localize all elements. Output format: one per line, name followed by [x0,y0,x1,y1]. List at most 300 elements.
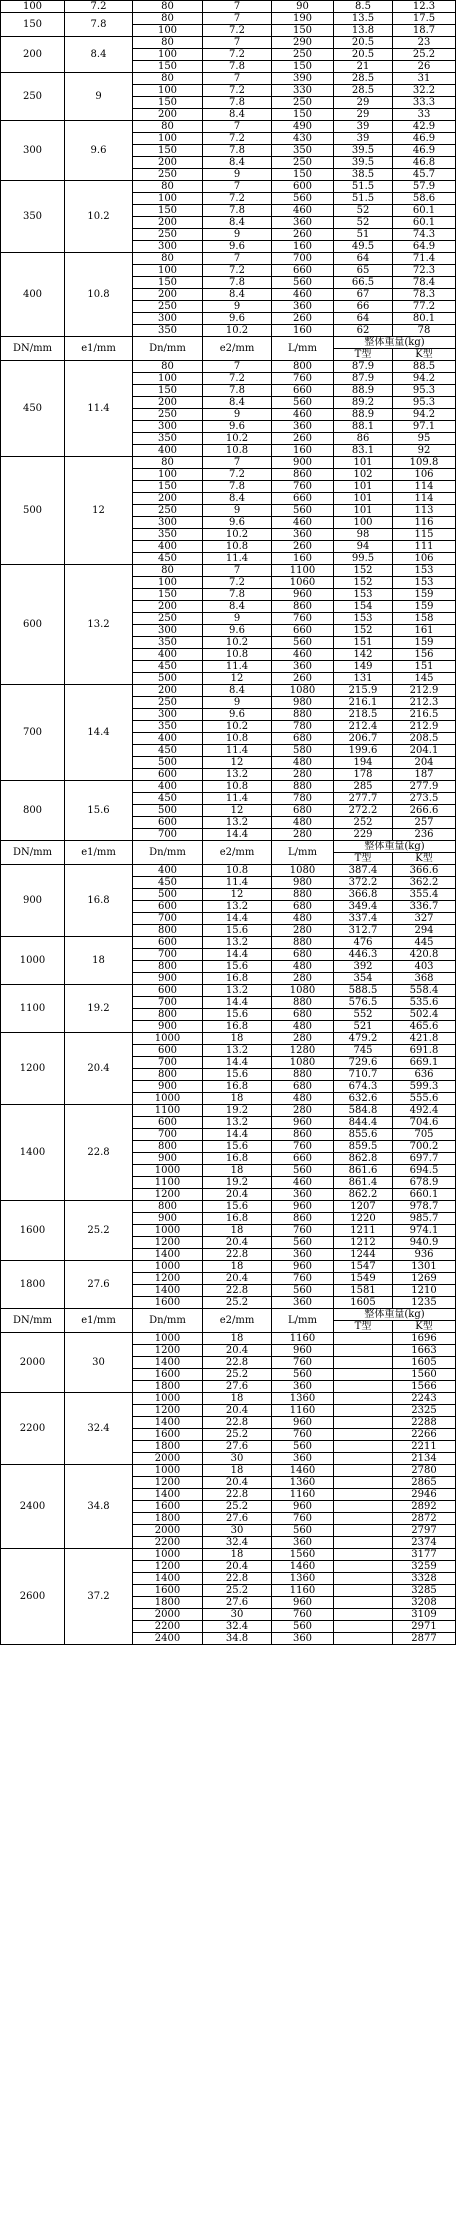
e2-cell: 9.6 [203,421,272,433]
e2-cell: 20.4 [203,1345,272,1357]
table-row [1,865,456,877]
branch-dn-cell: 80 [133,1,203,13]
branch-dn-cell: 600 [133,937,203,949]
length-cell: 880 [272,997,334,1009]
t-weight-cell: 272.2 [334,805,393,817]
k-weight-cell: 95.3 [393,397,456,409]
t-weight-cell: 729.6 [334,1057,393,1069]
e2-cell: 15.6 [203,1069,272,1081]
e2-cell: 7.8 [203,385,272,397]
t-weight-cell [334,1501,393,1513]
length-cell: 880 [272,937,334,949]
branch-dn-cell: 1800 [133,1513,203,1525]
t-weight-cell: 576.5 [334,997,393,1009]
table-row [1,73,456,85]
branch-dn-cell: 500 [133,757,203,769]
e2-cell: 22.8 [203,1249,272,1261]
k-weight-cell: 978.7 [393,1201,456,1213]
k-weight-cell: 33.3 [393,97,456,109]
branch-dn-cell: 100 [133,85,203,97]
k-weight-cell: 368 [393,973,456,985]
e2-cell: 16.8 [203,1153,272,1165]
k-weight-cell: 159 [393,601,456,613]
main-e1-cell: 30 [65,1333,133,1393]
branch-dn-cell: 350 [133,721,203,733]
e2-cell: 32.4 [203,1621,272,1633]
e2-cell: 7.2 [203,469,272,481]
k-weight-cell: 1301 [393,1261,456,1273]
k-weight-cell: 115 [393,529,456,541]
header-k-type: K型 [393,349,456,361]
t-weight-cell: 28.5 [334,85,393,97]
k-weight-cell: 32.2 [393,85,456,97]
branch-dn-cell: 100 [133,577,203,589]
branch-dn-cell: 2000 [133,1453,203,1465]
k-weight-cell: 60.1 [393,217,456,229]
branch-dn-cell: 80 [133,457,203,469]
t-weight-cell: 392 [334,961,393,973]
k-weight-cell: 558.4 [393,985,456,997]
branch-dn-cell: 250 [133,505,203,517]
table-row [1,121,456,133]
branch-dn-cell: 400 [133,865,203,877]
main-dn-cell: 1100 [1,985,65,1033]
k-weight-cell: 95 [393,433,456,445]
branch-dn-cell: 150 [133,97,203,109]
branch-dn-cell: 900 [133,1081,203,1093]
length-cell: 480 [272,913,334,925]
k-weight-cell: 1269 [393,1273,456,1285]
branch-dn-cell: 400 [133,733,203,745]
e2-cell: 20.4 [203,1405,272,1417]
k-weight-cell: 64.9 [393,241,456,253]
branch-dn-cell: 1000 [133,1549,203,1561]
table-row [1,1,456,13]
main-e1-cell: 9.6 [65,121,133,181]
e2-cell: 10.2 [203,721,272,733]
k-weight-cell: 78.3 [393,289,456,301]
branch-dn-cell: 300 [133,241,203,253]
e2-cell: 7 [203,457,272,469]
t-weight-cell: 29 [334,97,393,109]
length-cell: 1060 [272,577,334,589]
k-weight-cell: 636 [393,1069,456,1081]
e2-cell: 13.2 [203,817,272,829]
branch-dn-cell: 350 [133,637,203,649]
k-weight-cell: 3328 [393,1573,456,1585]
branch-dn-cell: 80 [133,361,203,373]
t-weight-cell: 1211 [334,1225,393,1237]
branch-dn-cell: 700 [133,949,203,961]
main-e1-cell: 13.2 [65,565,133,685]
t-weight-cell: 51.5 [334,193,393,205]
branch-dn-cell: 150 [133,277,203,289]
e2-cell: 27.6 [203,1381,272,1393]
t-weight-cell: 20.5 [334,37,393,49]
main-dn-cell: 2200 [1,1393,65,1465]
main-dn-cell: 2400 [1,1465,65,1549]
e2-cell: 8.4 [203,217,272,229]
branch-dn-cell: 600 [133,985,203,997]
k-weight-cell: 3208 [393,1597,456,1609]
e2-cell: 14.4 [203,1057,272,1069]
k-weight-cell: 2266 [393,1429,456,1441]
branch-dn-cell: 600 [133,1045,203,1057]
k-weight-cell: 1663 [393,1345,456,1357]
branch-dn-cell: 250 [133,229,203,241]
main-dn-cell: 1600 [1,1201,65,1261]
e2-cell: 14.4 [203,1129,272,1141]
branch-dn-cell: 80 [133,13,203,25]
t-weight-cell: 372.2 [334,877,393,889]
t-weight-cell: 64 [334,313,393,325]
t-weight-cell: 521 [334,1021,393,1033]
length-cell: 860 [272,1213,334,1225]
k-weight-cell: 23 [393,37,456,49]
table-row [1,1201,456,1213]
branch-dn-cell: 150 [133,589,203,601]
e2-cell: 9.6 [203,709,272,721]
length-cell: 960 [272,1417,334,1429]
e2-cell: 18 [203,1333,272,1345]
length-cell: 760 [272,1429,334,1441]
branch-dn-cell: 1800 [133,1441,203,1453]
branch-dn-cell: 1400 [133,1417,203,1429]
t-weight-cell: 87.9 [334,361,393,373]
length-cell: 1360 [272,1573,334,1585]
e2-cell: 18 [203,1165,272,1177]
e2-cell: 7.2 [203,133,272,145]
length-cell: 760 [272,613,334,625]
k-weight-cell: 18.7 [393,25,456,37]
branch-dn-cell: 600 [133,769,203,781]
length-cell: 1360 [272,1393,334,1405]
t-weight-cell: 89.2 [334,397,393,409]
header-length: L/mm [272,841,334,865]
length-cell: 490 [272,121,334,133]
k-weight-cell: 691.8 [393,1045,456,1057]
t-weight-cell: 218.5 [334,709,393,721]
length-cell: 150 [272,61,334,73]
k-weight-cell: 71.4 [393,253,456,265]
table-row [1,565,456,577]
length-cell: 560 [272,397,334,409]
length-cell: 1460 [272,1465,334,1477]
branch-dn-cell: 1000 [133,1093,203,1105]
t-weight-cell: 151 [334,637,393,649]
k-weight-cell: 2946 [393,1489,456,1501]
main-e1-cell: 10.2 [65,181,133,253]
main-e1-cell: 9 [65,73,133,121]
k-weight-cell: 31 [393,73,456,85]
t-weight-cell: 100 [334,517,393,529]
branch-dn-cell: 1000 [133,1465,203,1477]
k-weight-cell: 77.2 [393,301,456,313]
e2-cell: 7.8 [203,481,272,493]
e2-cell: 18 [203,1093,272,1105]
t-weight-cell: 1549 [334,1273,393,1285]
k-weight-cell: 78.4 [393,277,456,289]
main-dn-cell: 1400 [1,1105,65,1201]
k-weight-cell: 2797 [393,1525,456,1537]
k-weight-cell: 3259 [393,1561,456,1573]
length-cell: 560 [272,277,334,289]
length-cell: 280 [272,1105,334,1117]
t-weight-cell: 206.7 [334,733,393,745]
length-cell: 880 [272,1069,334,1081]
k-weight-cell: 114 [393,493,456,505]
t-weight-cell: 88.9 [334,385,393,397]
t-weight-cell: 67 [334,289,393,301]
branch-dn-cell: 150 [133,61,203,73]
branch-dn-cell: 1600 [133,1297,203,1309]
e2-cell: 10.8 [203,781,272,793]
branch-dn-cell: 150 [133,385,203,397]
e2-cell: 15.6 [203,925,272,937]
header-dn: DN/mm [1,841,65,865]
e2-cell: 9.6 [203,625,272,637]
length-cell: 660 [272,385,334,397]
k-weight-cell: 145 [393,673,456,685]
length-cell: 260 [272,313,334,325]
k-weight-cell: 2877 [393,1633,456,1645]
branch-dn-cell: 800 [133,961,203,973]
t-weight-cell: 65 [334,265,393,277]
k-weight-cell: 669.1 [393,1057,456,1069]
branch-dn-cell: 100 [133,469,203,481]
e2-cell: 9 [203,613,272,625]
length-cell: 360 [272,661,334,673]
e2-cell: 22.8 [203,1357,272,1369]
branch-dn-cell: 900 [133,1021,203,1033]
t-weight-cell [334,1429,393,1441]
e2-cell: 7.2 [203,85,272,97]
k-weight-cell: 1696 [393,1333,456,1345]
branch-dn-cell: 250 [133,613,203,625]
length-cell: 760 [272,1609,334,1621]
e2-cell: 7.2 [203,49,272,61]
t-weight-cell: 88.1 [334,421,393,433]
k-weight-cell: 116 [393,517,456,529]
header-branch-dn: Dn/mm [133,1309,203,1333]
t-weight-cell: 199.6 [334,745,393,757]
length-cell: 250 [272,49,334,61]
branch-dn-cell: 150 [133,481,203,493]
branch-dn-cell: 80 [133,121,203,133]
e2-cell: 10.8 [203,445,272,457]
main-dn-cell: 350 [1,181,65,253]
t-weight-cell: 862.8 [334,1153,393,1165]
branch-dn-cell: 200 [133,601,203,613]
main-e1-cell: 27.6 [65,1261,133,1309]
t-weight-cell: 354 [334,973,393,985]
length-cell: 680 [272,805,334,817]
branch-dn-cell: 350 [133,433,203,445]
e2-cell: 7.2 [203,373,272,385]
length-cell: 160 [272,241,334,253]
e2-cell: 18 [203,1033,272,1045]
header-weight: 整体重量(kg) [334,841,456,853]
main-e1-cell: 15.6 [65,781,133,841]
t-weight-cell: 101 [334,457,393,469]
table-row [1,1549,456,1561]
k-weight-cell: 158 [393,613,456,625]
e2-cell: 18 [203,1225,272,1237]
branch-dn-cell: 100 [133,133,203,145]
k-weight-cell: 95.3 [393,385,456,397]
length-cell: 900 [272,457,334,469]
length-cell: 1080 [272,685,334,697]
k-weight-cell: 57.9 [393,181,456,193]
branch-dn-cell: 1200 [133,1345,203,1357]
e2-cell: 11.4 [203,661,272,673]
e2-cell: 8.4 [203,109,272,121]
t-weight-cell: 29 [334,109,393,121]
length-cell: 1160 [272,1405,334,1417]
branch-dn-cell: 450 [133,877,203,889]
e2-cell: 12 [203,673,272,685]
t-weight-cell: 39 [334,133,393,145]
e2-cell: 25.2 [203,1297,272,1309]
t-weight-cell: 312.7 [334,925,393,937]
length-cell: 1100 [272,565,334,577]
branch-dn-cell: 100 [133,373,203,385]
length-cell: 150 [272,25,334,37]
header-k-type: K型 [393,853,456,865]
length-cell: 1280 [272,1045,334,1057]
k-weight-cell: 88.5 [393,361,456,373]
e2-cell: 10.8 [203,541,272,553]
header-e1: e1/mm [65,841,133,865]
k-weight-cell: 694.5 [393,1165,456,1177]
k-weight-cell: 58.6 [393,193,456,205]
length-cell: 680 [272,733,334,745]
branch-dn-cell: 700 [133,1129,203,1141]
length-cell: 360 [272,421,334,433]
length-cell: 1080 [272,1057,334,1069]
length-cell: 260 [272,229,334,241]
k-weight-cell: 113 [393,505,456,517]
t-weight-cell: 215.9 [334,685,393,697]
length-cell: 560 [272,1441,334,1453]
header-length: L/mm [272,337,334,361]
header-k-type: K型 [393,1321,456,1333]
e2-cell: 7 [203,13,272,25]
branch-dn-cell: 80 [133,181,203,193]
e2-cell: 12 [203,805,272,817]
k-weight-cell: 12.3 [393,1,456,13]
e2-cell: 14.4 [203,913,272,925]
branch-dn-cell: 1200 [133,1561,203,1573]
branch-dn-cell: 1200 [133,1237,203,1249]
branch-dn-cell: 350 [133,529,203,541]
k-weight-cell: 2872 [393,1513,456,1525]
t-weight-cell: 1547 [334,1261,393,1273]
branch-dn-cell: 100 [133,265,203,277]
branch-dn-cell: 300 [133,517,203,529]
length-cell: 980 [272,697,334,709]
e2-cell: 7 [203,361,272,373]
k-weight-cell: 704.6 [393,1117,456,1129]
e2-cell: 12 [203,889,272,901]
t-weight-cell [334,1597,393,1609]
length-cell: 860 [272,601,334,613]
e2-cell: 22.8 [203,1417,272,1429]
t-weight-cell: 149 [334,661,393,673]
length-cell: 480 [272,1093,334,1105]
length-cell: 660 [272,625,334,637]
table-row [1,1033,456,1045]
k-weight-cell: 94.2 [393,373,456,385]
t-weight-cell: 83.1 [334,445,393,457]
branch-dn-cell: 800 [133,1141,203,1153]
k-weight-cell: 362.2 [393,877,456,889]
e2-cell: 9 [203,229,272,241]
k-weight-cell: 114 [393,481,456,493]
t-weight-cell [334,1357,393,1369]
branch-dn-cell: 900 [133,1153,203,1165]
k-weight-cell: 421.8 [393,1033,456,1045]
t-weight-cell: 277.7 [334,793,393,805]
k-weight-cell: 46.8 [393,157,456,169]
t-weight-cell: 66.5 [334,277,393,289]
branch-dn-cell: 2400 [133,1633,203,1645]
length-cell: 560 [272,1237,334,1249]
length-cell: 280 [272,769,334,781]
header-weight: 整体重量(kg) [334,337,456,349]
branch-dn-cell: 450 [133,553,203,565]
e2-cell: 20.4 [203,1477,272,1489]
k-weight-cell: 60.1 [393,205,456,217]
branch-dn-cell: 100 [133,25,203,37]
e2-cell: 14.4 [203,949,272,961]
branch-dn-cell: 250 [133,697,203,709]
branch-dn-cell: 1000 [133,1033,203,1045]
branch-dn-cell: 250 [133,409,203,421]
branch-dn-cell: 350 [133,325,203,337]
header-row [1,337,456,349]
table-row [1,457,456,469]
table-row [1,1465,456,1477]
k-weight-cell: 555.6 [393,1093,456,1105]
t-weight-cell: 66 [334,301,393,313]
branch-dn-cell: 450 [133,745,203,757]
branch-dn-cell: 300 [133,313,203,325]
branch-dn-cell: 900 [133,973,203,985]
length-cell: 460 [272,409,334,421]
length-cell: 960 [272,589,334,601]
length-cell: 480 [272,1021,334,1033]
k-weight-cell: 1560 [393,1369,456,1381]
e2-cell: 25.2 [203,1585,272,1597]
length-cell: 1560 [272,1549,334,1561]
length-cell: 280 [272,973,334,985]
t-weight-cell: 674.3 [334,1081,393,1093]
branch-dn-cell: 2000 [133,1525,203,1537]
e2-cell: 18 [203,1261,272,1273]
t-weight-cell [334,1513,393,1525]
k-weight-cell: 366.6 [393,865,456,877]
main-dn-cell: 200 [1,37,65,73]
t-weight-cell: 38.5 [334,169,393,181]
e2-cell: 30 [203,1525,272,1537]
t-weight-cell: 216.1 [334,697,393,709]
length-cell: 680 [272,949,334,961]
main-e1-cell: 14.4 [65,685,133,781]
branch-dn-cell: 150 [133,145,203,157]
e2-cell: 16.8 [203,1081,272,1093]
length-cell: 960 [272,1261,334,1273]
